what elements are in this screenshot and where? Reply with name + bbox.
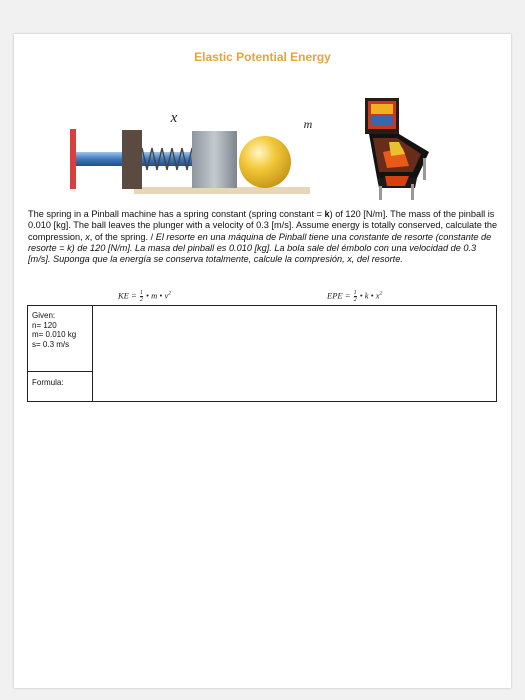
- given-cell: [28, 306, 92, 372]
- plunger-block: [192, 131, 237, 188]
- problem-statement: The spring in a Pinball machine has a spring constant (spring constant = k) of 120 [N/m]. The mass of the pinball is 0.010 [kg]. The ball leaves the plunger with a velocity of 0.3 [m/s]. Assume energy is totally conserved, calculate the compression, x, of the spring. / El resorte en una máquina de Pinball tiene una constante de resorte (constante de resorte = k) de 120 [N/m]. La masa del pinball es 0.010 [kg]. La bola sale del émbolo con una velocidad de 0.3 [m/s]. Suponga que la energía se conserva totalmente, calcule la compresión, x, del resorte.: [28, 209, 498, 265]
- formula-row: [14, 290, 511, 304]
- page-title: Elastic Potential Energy: [194, 50, 331, 64]
- problem-statement-spanish: El resorte en una máquina de Pinball tiene una constante de resorte (constante de resorte = k) de 120 [N/m]. La masa del pinball es 0.010 [kg]. La bola sale del émbolo con una velocidad de 0.3 [m/s]. Suponga que la energía se conserva totalmente, calcule la compresión, x, del resorte.: [28, 231, 492, 265]
- wall-stop: [70, 129, 76, 189]
- answer-table-labels: [28, 306, 93, 401]
- elastic-potential-energy-formula: EPE = $\frac{1}{2}$ • k • $x^2$: [327, 290, 383, 303]
- given-velocity: s= 0.3 m/s: [32, 339, 70, 349]
- x-label: x: [170, 110, 178, 126]
- m-label: m: [303, 117, 313, 131]
- given-mass: m= 0.010 kg: [32, 330, 77, 339]
- kinetic-energy-formula: KE = $\frac{1}{2}$ • m • $v^2$: [118, 290, 171, 303]
- spring-diagram: [64, 102, 324, 202]
- formula-label: Formula:: [32, 378, 64, 387]
- pinball-machine-illustration: [359, 96, 435, 200]
- worksheet-page: [14, 34, 511, 688]
- plunger-guide: [122, 130, 142, 189]
- answer-table: [27, 305, 497, 402]
- given-label: Given:: [32, 311, 56, 320]
- diagram-floor: [134, 187, 310, 194]
- given-spring-constant: n= 120: [32, 320, 57, 330]
- pinball: [239, 136, 291, 188]
